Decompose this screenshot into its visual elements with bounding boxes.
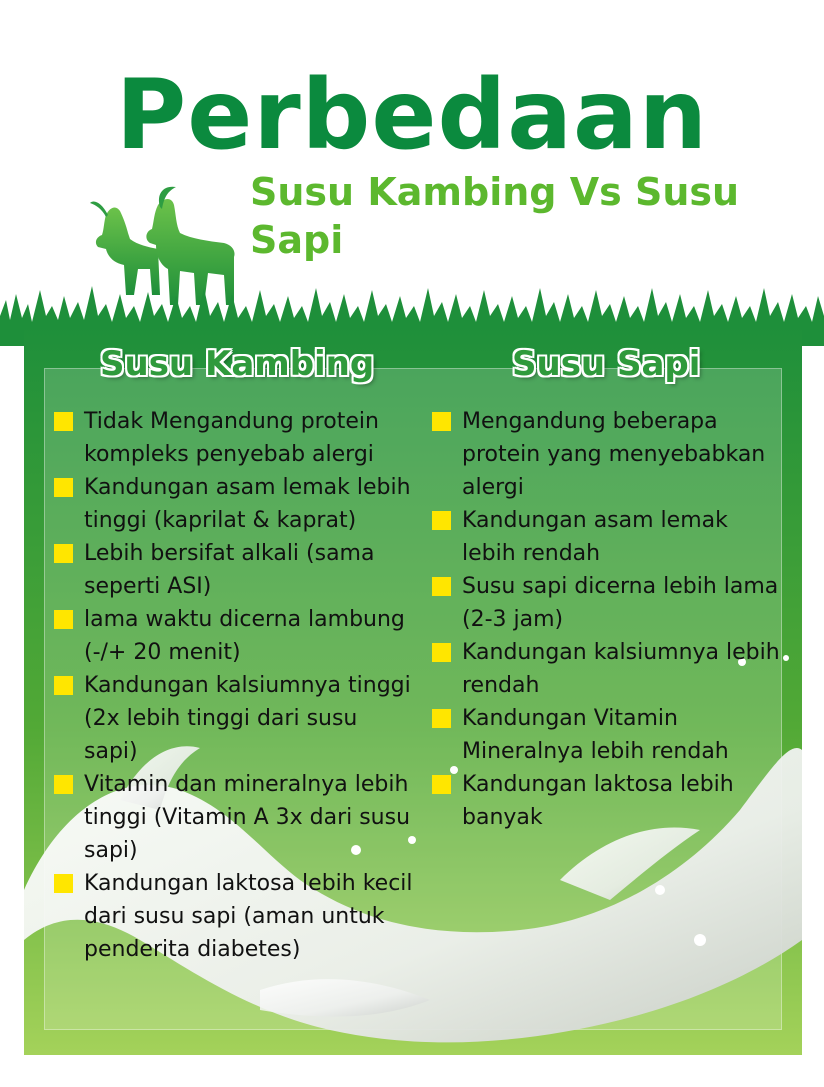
list-susu-sapi xyxy=(432,405,782,834)
bullet-square xyxy=(54,874,73,893)
bullet-square xyxy=(432,511,451,530)
list-item: Kandungan asam lemak lebih tinggi (kaprilat & kaprat) xyxy=(54,471,414,537)
bullet-square xyxy=(432,577,451,596)
list-item: Kandungan asam lemak lebih rendah xyxy=(432,504,782,570)
list-item: Kandungan laktosa lebih banyak xyxy=(432,768,782,834)
bullet-square xyxy=(432,412,451,431)
bullet-square xyxy=(54,544,73,563)
list-item: Kandungan Vitamin Mineralnya lebih rendah xyxy=(432,702,782,768)
bullet-square xyxy=(432,775,451,794)
column-title-susu-kambing: Susu Kambing xyxy=(100,344,375,384)
list-item: Mengandung beberapa protein yang menyebabkan alergi xyxy=(432,405,782,504)
list-item: Kandungan kalsiumnya lebih rendah xyxy=(432,636,782,702)
page-title: Perbedaan xyxy=(115,59,709,171)
bullet-square xyxy=(54,412,73,431)
list-item: lama waktu dicerna lambung (-/+ 20 menit) xyxy=(54,603,414,669)
bullet-square xyxy=(54,478,73,497)
bullet-square xyxy=(432,643,451,662)
page-subtitle: Susu Kambing Vs Susu Sapi xyxy=(250,170,740,262)
bullet-square xyxy=(54,676,73,695)
bullet-square xyxy=(54,775,73,794)
list-item: Susu sapi dicerna lebih lama (2-3 jam) xyxy=(432,570,782,636)
list-item: Kandungan kalsiumnya tinggi (2x lebih tinggi dari susu sapi) xyxy=(54,669,414,768)
list-item: Tidak Mengandung protein kompleks penyebab alergi xyxy=(54,405,414,471)
bullet-square xyxy=(432,709,451,728)
list-item: Lebih bersifat alkali (sama seperti ASI) xyxy=(54,537,414,603)
list-susu-kambing xyxy=(54,405,414,966)
column-title-susu-sapi: Susu Sapi xyxy=(512,344,701,384)
list-item: Kandungan laktosa lebih kecil dari susu sapi (aman untuk penderita diabetes) xyxy=(54,867,414,966)
list-item: Vitamin dan mineralnya lebih tinggi (Vitamin A 3x dari susu sapi) xyxy=(54,768,414,867)
bullet-square xyxy=(54,610,73,629)
